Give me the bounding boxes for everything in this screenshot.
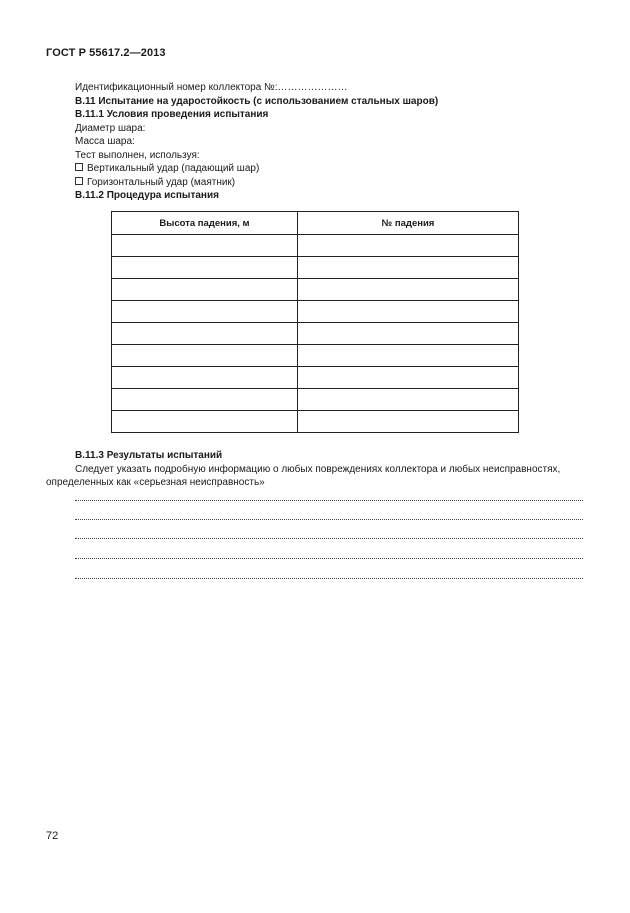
table-cell[interactable] — [298, 279, 519, 301]
table-row — [112, 367, 519, 389]
table-cell[interactable] — [112, 257, 298, 279]
answer-line[interactable] — [75, 558, 583, 559]
table-cell[interactable] — [298, 257, 519, 279]
table-cell[interactable] — [112, 389, 298, 411]
document-header: ГОСТ Р 55617.2—2013 — [46, 47, 166, 59]
procedure-title: В.11.2 Процедура испытания — [75, 190, 219, 201]
ball-mass-label: Масса шара: — [75, 136, 135, 147]
checkbox-icon[interactable] — [75, 177, 83, 185]
table-cell[interactable] — [112, 301, 298, 323]
table-row — [112, 301, 519, 323]
collector-id-line: Идентификационный номер коллектора №:………………… — [75, 82, 348, 93]
table-cell[interactable] — [112, 367, 298, 389]
results-title: В.11.3 Результаты испытаний — [75, 450, 223, 461]
checkbox-icon[interactable] — [75, 163, 83, 171]
table-cell[interactable] — [298, 345, 519, 367]
table-cell[interactable] — [298, 301, 519, 323]
table-cell[interactable] — [112, 235, 298, 257]
table-cell[interactable] — [112, 411, 298, 433]
results-instruction-line2: определенных как «серьезная неисправность» — [46, 476, 265, 488]
table-row — [112, 257, 519, 279]
option-vertical-label: Вертикальный удар (падающий шар) — [87, 163, 260, 174]
option-horizontal-label: Горизонтальный удар (маятник) — [87, 176, 236, 188]
answer-line[interactable] — [75, 519, 583, 520]
table-row — [112, 389, 519, 411]
table-cell[interactable] — [298, 235, 519, 257]
table-cell[interactable] — [112, 345, 298, 367]
answer-line[interactable] — [75, 538, 583, 539]
answer-line[interactable] — [75, 578, 583, 579]
results-section — [46, 449, 585, 489]
table-cell[interactable] — [298, 367, 519, 389]
results-instruction-line1: Следует указать подробную информацию о любых повреждениях коллектора и любых неисправностях, — [75, 463, 561, 475]
conditions-title: В.11.1 Условия проведения испытания — [75, 109, 269, 120]
table-cell[interactable] — [112, 279, 298, 301]
test-method-label: Тест выполнен, используя: — [75, 149, 200, 161]
table-row — [112, 279, 519, 301]
table-header-row — [112, 212, 519, 235]
table-cell[interactable] — [298, 323, 519, 345]
drop-test-table — [111, 211, 519, 433]
option-horizontal[interactable] — [75, 176, 585, 190]
table-cell[interactable] — [298, 389, 519, 411]
table-row — [112, 345, 519, 367]
page-number: 72 — [46, 830, 59, 842]
section-title: В.11 Испытание на ударостойкость (с использованием стальных шаров) — [75, 95, 439, 107]
table-cell[interactable] — [112, 323, 298, 345]
column-header-drop-number: № падения — [298, 212, 519, 235]
table-row — [112, 411, 519, 433]
form-content — [75, 81, 585, 203]
option-vertical[interactable] — [75, 162, 585, 176]
table-cell[interactable] — [298, 411, 519, 433]
table-row — [112, 235, 519, 257]
column-header-drop-height: Высота падения, м — [112, 212, 298, 235]
answer-line[interactable] — [75, 500, 583, 501]
ball-diameter-label: Диаметр шара: — [75, 122, 146, 134]
table-row — [112, 323, 519, 345]
